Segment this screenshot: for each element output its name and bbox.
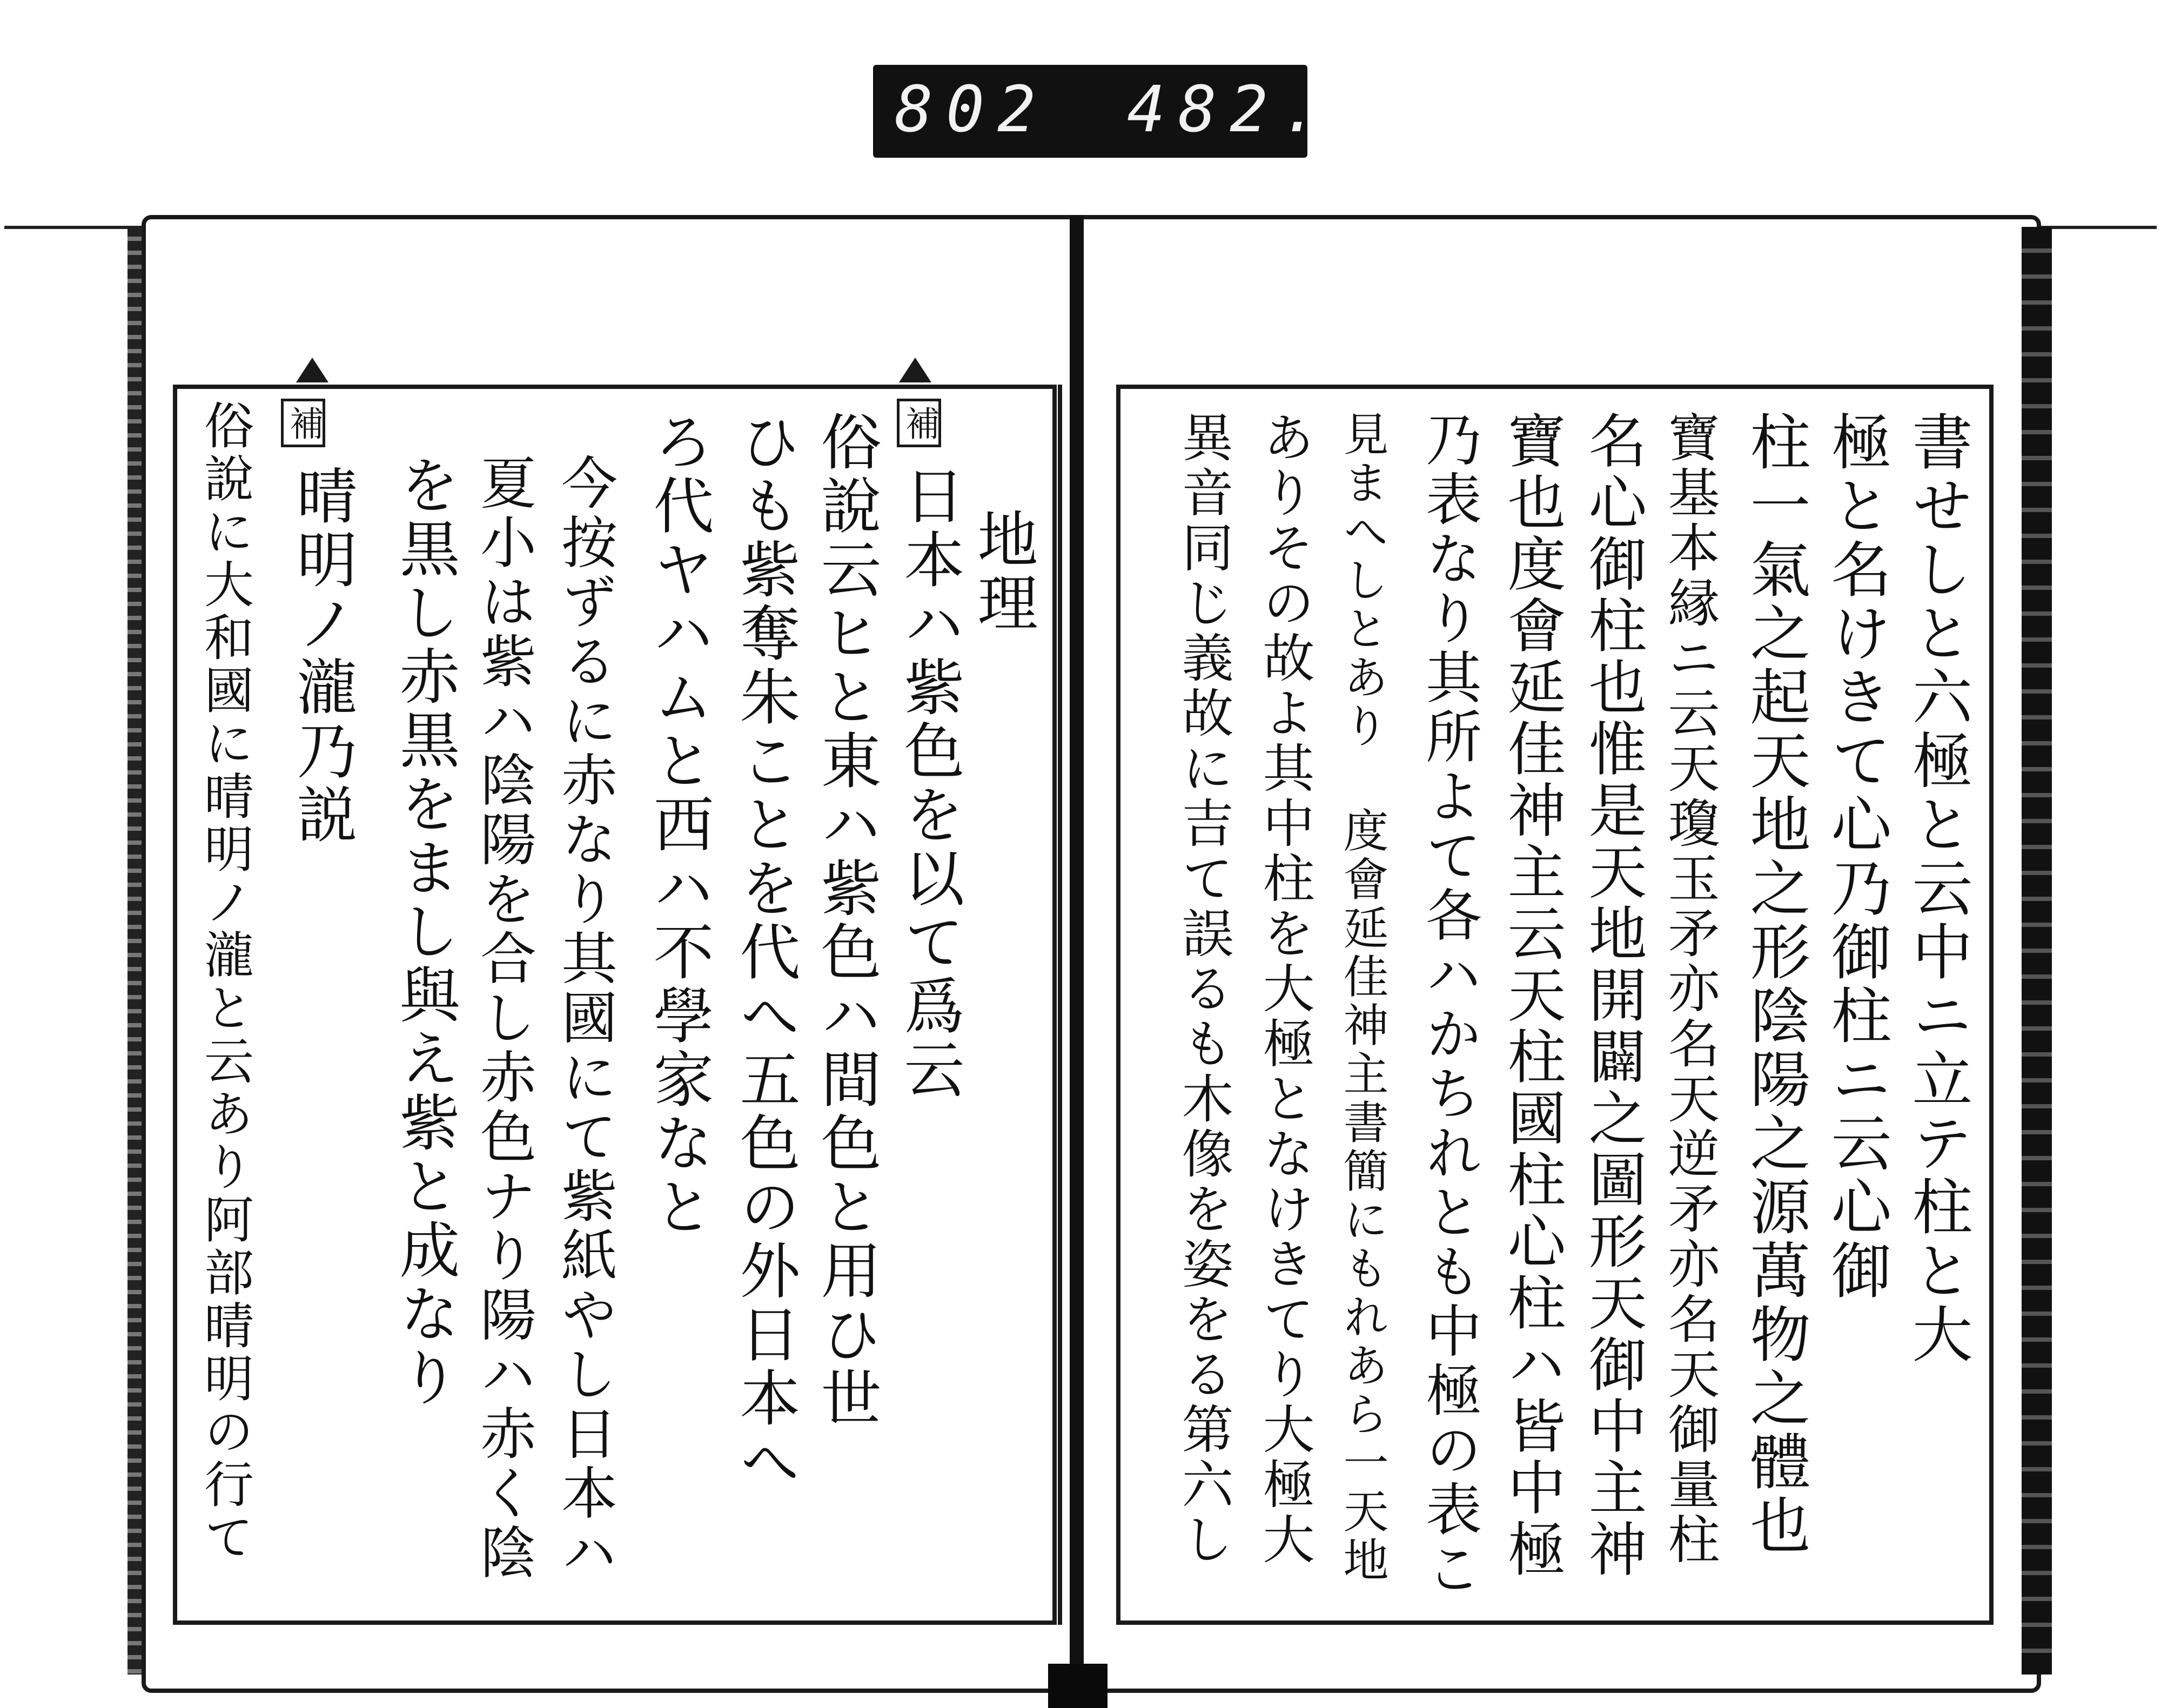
left-column-7: を黒し赤黒をまし與え紫と成なり xyxy=(390,454,460,1410)
frame-number-left: 802 xyxy=(895,72,1049,146)
gutter-foot-block xyxy=(1048,1664,1108,1708)
right-column-1: 書せしと六極と云中ニ立テ柱と大 xyxy=(1902,411,1972,1367)
left-triangle-mark xyxy=(296,358,328,382)
right-column-3: 柱一氣之起天地之形陰陽之源萬物之體也 xyxy=(1740,411,1810,1558)
hokan-mark-box: 補 xyxy=(897,399,941,447)
left-column-4: ろ代ヤハムと西ハ不學家なと xyxy=(643,411,714,1239)
section-title: 地理 xyxy=(968,508,1038,635)
right-column-4: 寶基本縁ニ云天瓊玉矛亦名天逆矛亦名天御量柱 xyxy=(1660,411,1720,1568)
frame-number-right: 482. xyxy=(1127,72,1333,146)
left-column-8: 晴明ノ瀧乃説 xyxy=(287,465,357,847)
right-edge-spine xyxy=(2022,227,2052,1675)
right-column-5: 名心御柱也惟是天地開闢之圖形天御中主神 xyxy=(1579,411,1646,1581)
left-column-1: 日本ハ紫色を以て爲云 xyxy=(894,465,964,1102)
right-column-8: 見まへしとあり 度會延佳神主書簡にもれあら一天地 xyxy=(1336,411,1389,1585)
right-column-6: 寶也度會延佳神主云天柱國柱心柱ハ皆中極 xyxy=(1498,411,1565,1581)
left-column-2: 俗說云ヒと東ハ紫色ハ間色と用ひ世 xyxy=(811,411,881,1430)
right-triangle-mark xyxy=(899,358,931,382)
right-column-7: 乃表なり其所よて各ハかちれとも中極の表こ xyxy=(1416,411,1482,1599)
right-column-10: 異音同じ義故に吉て誤るも木像を姿をる第六し xyxy=(1173,411,1234,1568)
left-column-9: 俗說に大和國に晴明ノ瀧と云あり阿部晴明の行て xyxy=(196,400,254,1564)
left-column-6: 夏小は紫ハ陰陽を合し赤色ナり陽ハ赤く陰 xyxy=(471,454,536,1583)
left-column-5: 今按ずるに赤なり其國にて紫紙やし日本ハ xyxy=(552,454,618,1583)
center-gutter xyxy=(1070,215,1084,1684)
hokan-mark-box-2: 補 xyxy=(281,399,325,447)
right-column-9: ありその故よ其中柱を大極となけきてり大極大 xyxy=(1254,411,1315,1568)
frame-number-plate xyxy=(873,65,1333,158)
right-column-2: 極と名けきて心乃御柱ニ云心御 xyxy=(1821,411,1891,1303)
left-column-3: ひも紫奪朱ことを代へ五色の外日本へ xyxy=(730,411,800,1494)
